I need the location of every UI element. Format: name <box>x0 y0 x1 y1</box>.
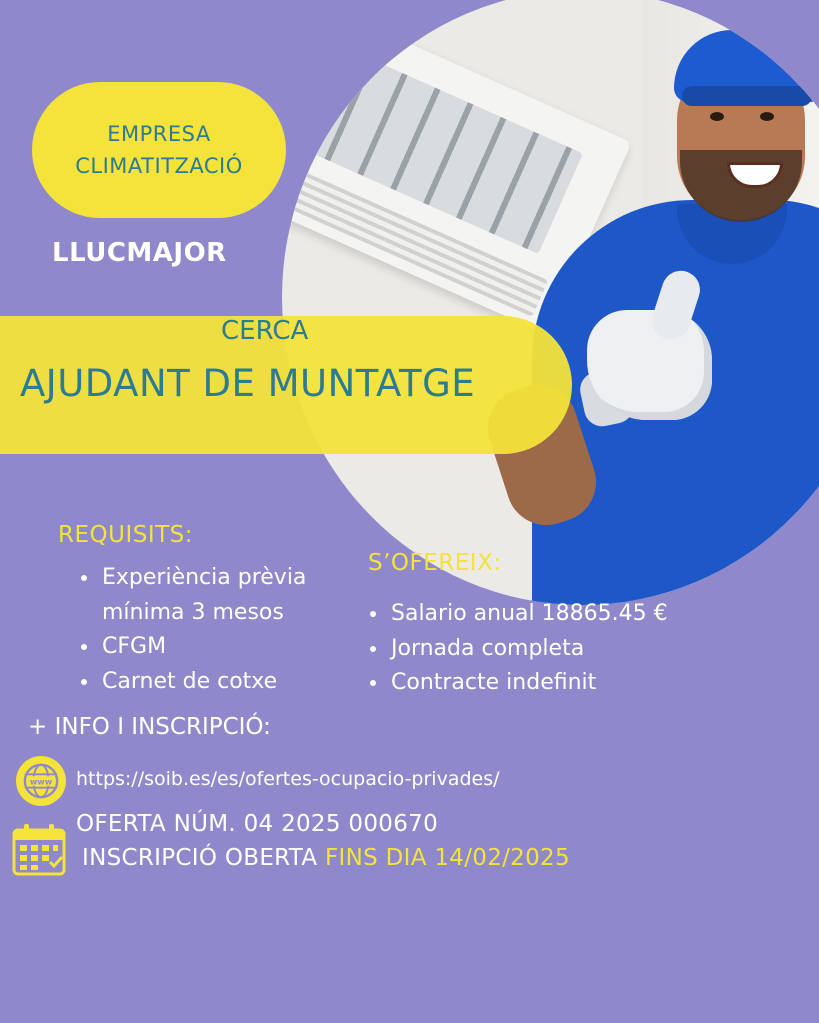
cap-brim <box>682 86 812 106</box>
gloved-hand <box>587 310 712 420</box>
offers-list <box>367 597 719 701</box>
right-eye <box>760 112 774 121</box>
company-line-2: CLIMATITZACIÓ <box>75 154 243 178</box>
globe-www-icon <box>16 756 66 806</box>
offer-item: • Salario anual 18865.45 € <box>389 597 719 632</box>
left-eye <box>710 112 724 121</box>
city-label: LLUCMAJOR <box>52 238 227 268</box>
requirement-item: • Experiència prèvia mínima 3 mesos <box>100 561 355 630</box>
company-line-1: EMPRESA <box>107 122 211 146</box>
inscription-status <box>82 845 570 871</box>
requirements-list <box>78 561 355 699</box>
technician-figure <box>282 0 819 605</box>
requirement-item: • CFGM <box>100 630 355 665</box>
search-label: CERCA <box>221 316 309 346</box>
inscription-prefix: INSCRIPCIÓ OBERTA <box>82 845 318 871</box>
offer-item: • Contracte indefinit <box>389 666 719 701</box>
offer-number: OFERTA NÚM. 04 2025 000670 <box>76 811 439 837</box>
info-heading: + INFO I INSCRIPCIÓ: <box>28 714 271 740</box>
inscription-deadline: FINS DIA 14/02/2025 <box>324 845 570 871</box>
job-title: AJUDANT DE MUNTATGE <box>20 362 476 405</box>
requirement-item: • Carnet de cotxe <box>100 665 355 700</box>
company-badge <box>32 82 286 218</box>
technician-photo <box>282 0 819 605</box>
globe-www-text: www <box>29 777 53 787</box>
requirements-heading: REQUISITS: <box>58 522 194 548</box>
offers-heading: S’OFEREIX: <box>368 550 502 576</box>
offer-item: • Jornada completa <box>389 632 719 667</box>
calendar-icon <box>12 822 66 876</box>
globe-icon <box>22 762 60 800</box>
inscription-link[interactable]: https://soib.es/es/ofertes-ocupacio-privades/ <box>76 768 500 790</box>
